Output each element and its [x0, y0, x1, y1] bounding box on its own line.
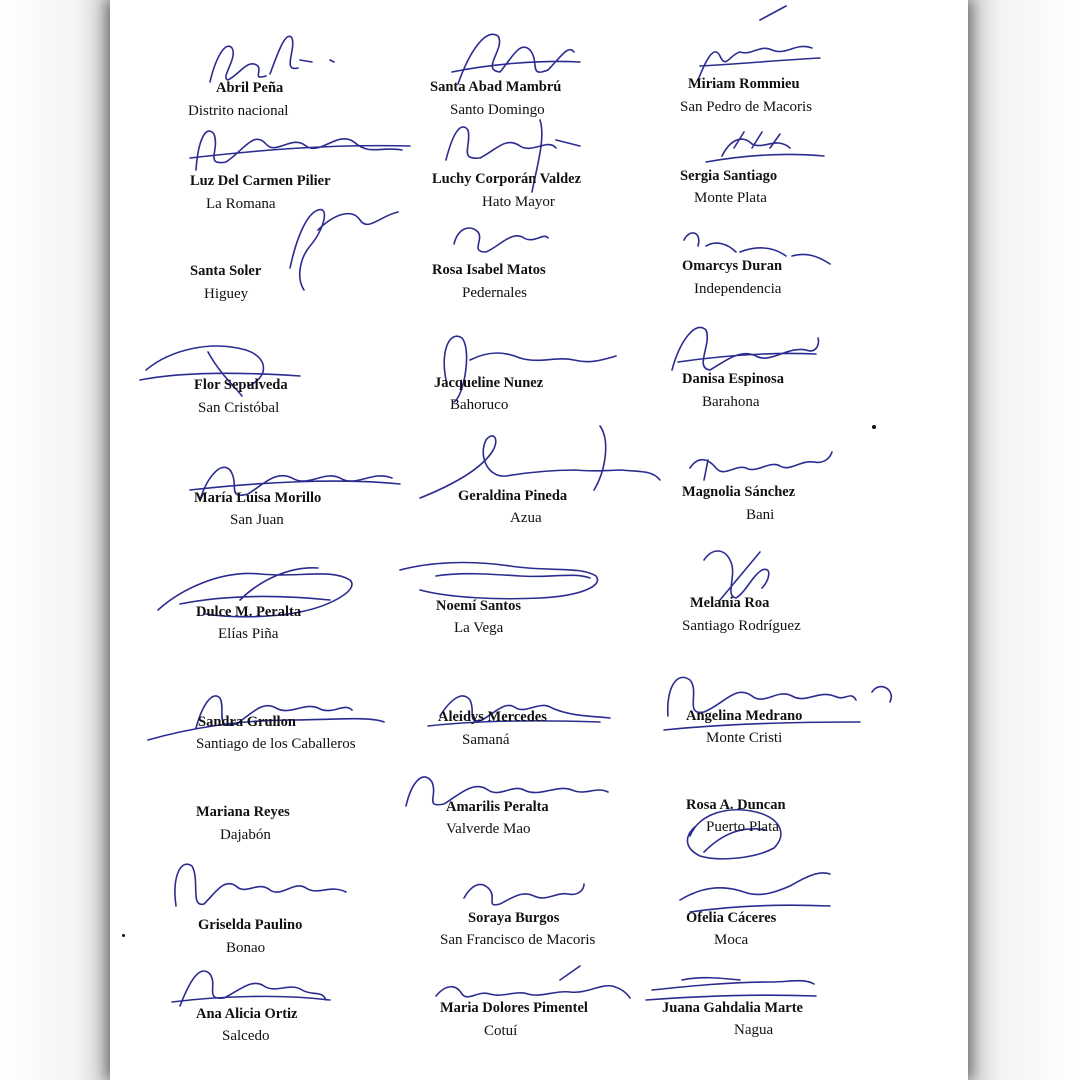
signatory-name: Luchy Corporán Valdez [432, 171, 582, 187]
signatory-place: Elías Piña [218, 626, 279, 642]
signatory-place: Moca [714, 932, 749, 948]
signatory-name: Mariana Reyes [196, 804, 290, 820]
signatory-name: Omarcys Duran [682, 258, 783, 274]
signatory-place: San Juan [230, 512, 284, 528]
signatory-name: Ana Alicia Ortiz [196, 1006, 298, 1022]
signatory-name: Rosa Isabel Matos [432, 262, 546, 278]
signatory-place: Santo Domingo [450, 102, 545, 118]
signatory-name: Juana Gahdalia Marte [662, 1000, 803, 1016]
signatory-place: Cotuí [484, 1023, 518, 1039]
signatory-place: Samaná [462, 732, 510, 748]
signatory-name: María Luisa Morillo [194, 490, 322, 506]
signatory-place: Santiago de los Caballeros [196, 736, 356, 752]
ink-dot [122, 934, 125, 937]
signatory-name: Geraldina Pineda [458, 488, 568, 504]
signatory-place: Salcedo [222, 1028, 270, 1044]
signatory-name: Santa Abad Mambrú [430, 79, 562, 95]
signatory-name: Noemí Santos [436, 598, 521, 614]
signatory-place: La Vega [454, 620, 504, 636]
signatory-name: Soraya Burgos [468, 910, 560, 926]
left-background-edge [0, 0, 110, 1080]
signatory-place: Hato Mayor [482, 194, 555, 210]
signatory-place: San Francisco de Macoris [440, 932, 596, 948]
signatory-name: Amarilis Peralta [446, 799, 549, 815]
signatory-place: Monte Cristi [706, 730, 783, 746]
signatory-place: San Pedro de Macoris [680, 99, 813, 115]
ink-dot [872, 425, 876, 429]
signatory-name: Danisa Espinosa [682, 371, 784, 387]
signatory-place: Bani [746, 507, 775, 523]
signatory-place: La Romana [206, 196, 276, 212]
right-background-edge [968, 0, 1080, 1080]
signatory-place: Dajabón [220, 827, 271, 843]
signatory-place: Puerto Plata [706, 819, 779, 835]
signatory-place: Distrito nacional [188, 103, 289, 119]
signatory-name: Luz Del Carmen Pilier [190, 173, 331, 189]
signatory-name: Jacqueline Nunez [434, 375, 544, 391]
signatory-place: Higuey [204, 286, 249, 302]
signatory-name: Magnolia Sánchez [682, 484, 796, 500]
signatory-name: Maria Dolores Pimentel [440, 1000, 588, 1016]
signatory-place: Nagua [734, 1022, 774, 1038]
signatory-place: San Cristóbal [198, 400, 280, 416]
signatory-name: Santa Soler [190, 263, 262, 279]
signatory-name: Dulce M. Peralta [196, 604, 302, 620]
signatory-name: Melania Roa [690, 595, 770, 611]
signatory-name: Sergia Santiago [680, 168, 778, 184]
signatory-place: Santiago Rodríguez [682, 618, 801, 634]
signatory-place: Barahona [702, 394, 760, 410]
signatory-name: Rosa A. Duncan [686, 797, 786, 813]
signatory-place: Independencia [694, 281, 782, 297]
signatory-name: Ofelia Cáceres [686, 910, 777, 926]
signatory-name: Sandra Grullon [198, 714, 296, 730]
signatory-place: Bonao [226, 940, 266, 956]
signatory-name: Abril Peña [216, 80, 284, 96]
signatory-place: Azua [510, 510, 542, 526]
signatory-name: Griselda Paulino [198, 917, 303, 933]
signatory-place: Bahoruco [450, 397, 509, 413]
signatory-place: Monte Plata [694, 190, 767, 206]
signatory-name: Flor Sepulveda [194, 377, 288, 393]
signatory-place: Pedernales [462, 285, 527, 301]
signatory-name: Aleidys Mercedes [438, 709, 547, 725]
signatory-place: Valverde Mao [446, 821, 531, 837]
signatory-name: Angelina Medrano [686, 708, 803, 724]
signatory-name: Miriam Rommieu [688, 76, 800, 92]
